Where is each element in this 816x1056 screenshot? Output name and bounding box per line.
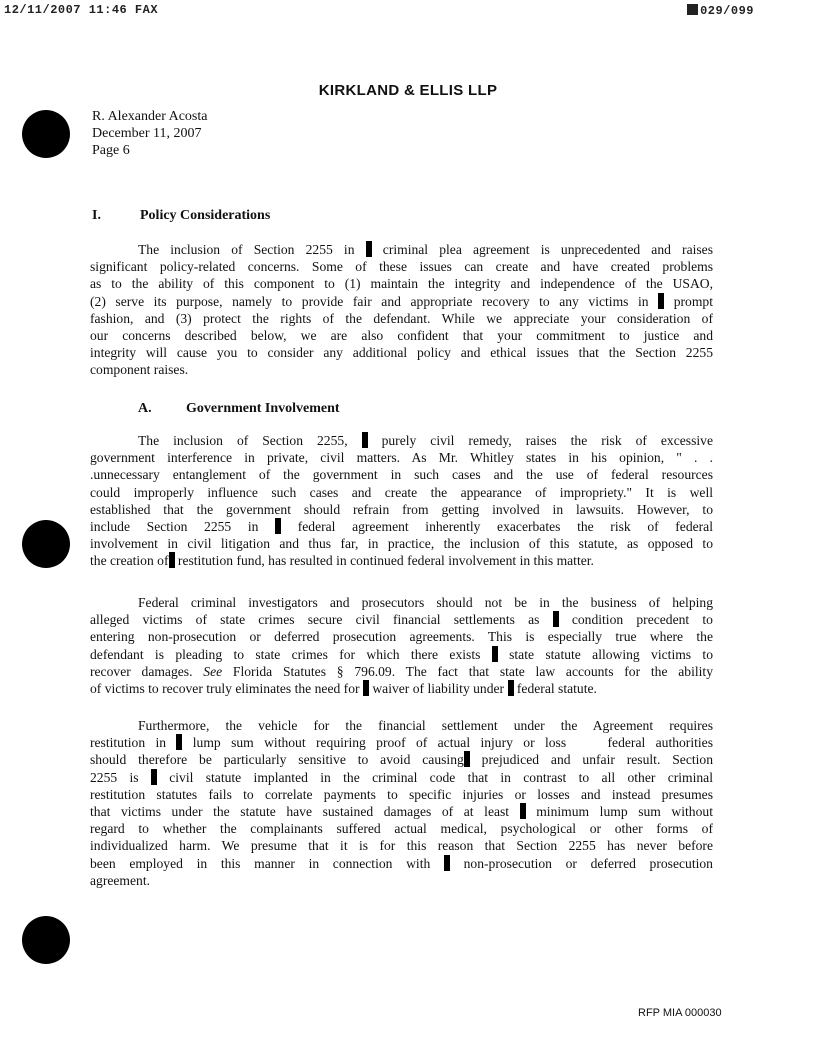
redaction-bar <box>444 855 450 871</box>
punch-hole <box>22 110 70 158</box>
redaction-bar <box>275 518 281 534</box>
redaction-bar <box>151 769 157 785</box>
redaction-bar <box>492 646 498 662</box>
section-number: I. <box>92 208 101 223</box>
text-line: of victims to recover truly eliminates the need for waiver of liability under federal statute. <box>90 680 597 696</box>
redaction-bar <box>658 293 664 309</box>
subsection-title: Government Involvement <box>186 401 340 416</box>
paragraph-federal-investigators <box>90 594 713 697</box>
text-line: established that the government should refrain from getting involved in lawsuits. However, to <box>90 501 713 517</box>
letter-header <box>92 108 207 159</box>
text-line: fashion, and (3) protect the rights of the defendant. While we appreciate your consideration of <box>90 310 713 326</box>
redaction-bar <box>362 432 368 448</box>
text-line: agreement. <box>90 872 151 888</box>
redaction-bar <box>553 611 559 627</box>
bates-number: RFP MIA 000030 <box>638 1007 722 1019</box>
firm-name: KIRKLAND & ELLIS LLP <box>318 82 498 99</box>
redaction-bar <box>520 803 526 819</box>
text-line: defendant is pleading to state crimes for which there exists state statute allowing victims to <box>90 646 713 662</box>
redaction-bar <box>176 734 182 750</box>
paragraph-financial-settlement <box>90 717 713 889</box>
text-line: involvement in civil litigation and thus far, in practice, the inclusion of this statute, as opposed to <box>90 536 713 552</box>
section-title: Policy Considerations <box>140 208 271 223</box>
text-line: include Section 2255 in federal agreement inherently exacerbates the risk of federal <box>90 518 713 534</box>
text-line: component raises. <box>90 362 189 378</box>
section-heading <box>92 208 270 224</box>
text-line: integrity will cause you to consider any additional policy and ethical issues that the Section 2255 <box>90 345 713 361</box>
recipient-name: R. Alexander Acosta <box>92 109 208 124</box>
subsection-number: A. <box>138 401 152 416</box>
text-line: could improperly influence such cases and create the appearance of impropriety." It is well <box>90 484 713 500</box>
redaction-bar <box>366 241 372 257</box>
text-line: should therefore be particularly sensitive to avoid causing prejudiced and unfair result. Section <box>90 752 713 768</box>
text-line: restitution in lump sum without requiring proof of actual injury or loss federal authorities <box>90 735 713 751</box>
text-line: been employed in this manner in connection with non-prosecution or deferred prosecution <box>90 855 713 871</box>
redaction-bar <box>508 680 514 696</box>
text-line: Federal criminal investigators and prosecutors should not be in the business of helping <box>138 595 713 610</box>
text-line: that victims under the statute have sustained damages of at least minimum lump sum without <box>90 803 713 819</box>
text-line: (2) serve its purpose, namely to provide fair and appropriate recovery to any victims in prompt <box>90 293 713 309</box>
page-number: Page 6 <box>92 143 130 158</box>
punch-hole <box>22 916 70 964</box>
text-line: the creation of restitution fund, has resulted in continued federal involvement in this matter. <box>90 553 594 569</box>
fax-header-left: 12/11/2007 11:46 FAX <box>4 3 159 17</box>
text-line: 2255 is civil statute implanted in the criminal code that in contrast to all other criminal <box>90 769 713 785</box>
text-line: our concerns described below, we are also confident that your commitment to justice and <box>90 327 713 343</box>
text-line: individualized harm. We presume that it is for this reason that Section 2255 has never before <box>90 838 713 854</box>
redaction-bar <box>363 680 369 696</box>
subsection-heading <box>138 401 340 417</box>
redaction-bar <box>464 751 470 767</box>
fax-page-count: 029/099 <box>700 4 754 18</box>
text-line: as to the ability of this component to (1) maintain the integrity and independence of the USAO, <box>90 276 713 292</box>
text-line: entering non-prosecution or deferred prosecution agreements. This is especially true where the <box>90 629 713 645</box>
paragraph-policy <box>90 241 713 379</box>
text-line: alleged victims of state crimes secure civil financial settlements as condition precedent to <box>90 612 713 628</box>
text-line: The inclusion of Section 2255, purely civil remedy, raises the risk of excessive <box>138 433 713 448</box>
text-line: regard to whether the complainants suffered actual medical, psychological or other forms of <box>90 821 713 837</box>
paragraph-government-involvement <box>90 432 713 570</box>
text-line: recover damages. See Florida Statutes § 796.09. The fact that state law accounts for the ability <box>90 663 713 679</box>
punch-hole <box>22 520 70 568</box>
letter-date: December 11, 2007 <box>92 126 202 141</box>
text-line: Furthermore, the vehicle for the financial settlement under the Agreement requires <box>138 718 713 733</box>
text-line: .unnecessary entanglement of the government in such cases and the use of federal resources <box>90 467 713 483</box>
text-line: government interference in private, civil matters. As Mr. Whitley states in his opinion, " . . <box>90 450 713 466</box>
redaction-bar <box>169 552 175 568</box>
fax-page-icon <box>687 4 698 15</box>
text-line: significant policy-related concerns. Some of these issues can create and have created problems <box>90 259 713 275</box>
text-line: restitution statutes fails to correlate payments to specific injuries or losses and instead presumes <box>90 786 713 802</box>
text-line: The inclusion of Section 2255 in criminal plea agreement is unprecedented and raises <box>138 242 713 257</box>
fax-header-right <box>687 3 754 18</box>
